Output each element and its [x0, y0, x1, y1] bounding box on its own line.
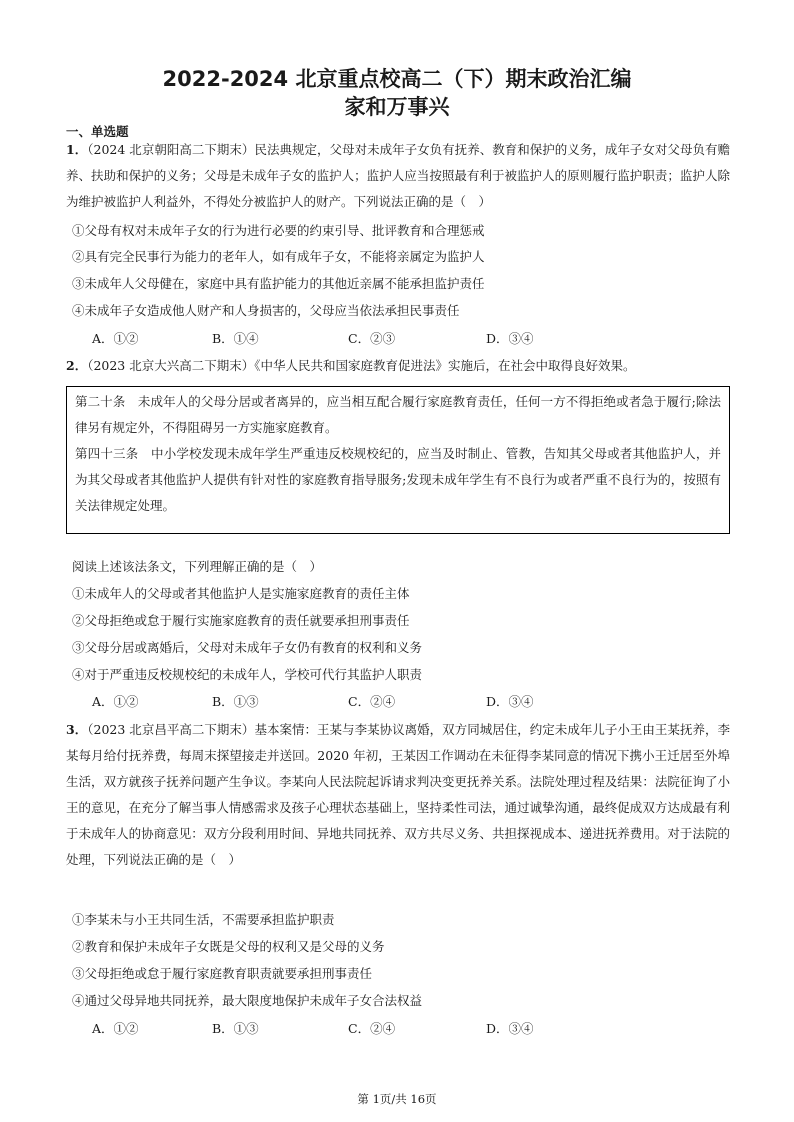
statement: ①未成年人的父母或者其他监护人是实施家庭教育的责任主体 — [72, 586, 410, 601]
question-text: （2024 北京朝阳高二下期末）民法典规定，父母对未成年子女负有抚养、教育和保护的义务，成年子女对父母负有赡养、扶助和保护的义务；父母是未成年子女的监护人；监护人应当按照最有利于被监护人的原则履行监护职责；监护人除为维护被监护人利益外，不得处分被监护人的财产。下列说法正确的是（ ） — [66, 142, 730, 209]
option-b: B．①④ — [212, 331, 259, 346]
question-number: 1． — [66, 142, 88, 157]
law-article-20: 第二十条 未成年人的父母分居或者离异的，应当相互配合履行家庭教育责任，任何一方不得拒绝或者急于履行;除法律另有规定外，不得阻碍另一方实施家庭教育。 — [75, 394, 721, 435]
document-title: 2022-2024 北京重点校高二（下）期末政治汇编 — [162, 67, 632, 91]
option-c: C．②③ — [348, 331, 396, 346]
option-a: A．①② — [92, 694, 139, 709]
law-article-43: 第四十三条 中小学校发现未成年学生严重违反校规校纪的，应当及时制止、管教，告知其父母或者其他监护人，并为其父母或者其他监护人提供有针对性的家庭教育指导服务;发现未成年学生有不良行为或者严重不良行为的，按照有关法律规定处理。 — [75, 446, 721, 513]
statement: ④未成年子女造成他人财产和人身损害的，父母应当依法承担民事责任 — [72, 303, 460, 318]
option-d: D．③④ — [486, 331, 534, 346]
statement: ④对于严重违反校规校纪的未成年人，学校可代行其监护人职责 — [72, 667, 423, 682]
question-2-lead: 阅读上述该法条文，下列理解正确的是（ ） — [72, 559, 323, 574]
statement: ③父母拒绝或怠于履行家庭教育职责就要承担刑事责任 — [72, 966, 373, 981]
question-text: （2023 北京昌平高二下期末）基本案情：王某与李某协议离婚，双方同城居住，约定未成年儿子小王由王某抚养，李某每月给付抚养费，每周末探望接走并送回。2020 年初，王某因工作调动在未征得李某同意的情况下携小王迁居至外埠生活，双方就孩子抚养问题产生争议。李某向人民法院起诉请求判决变更抚养关系。法院处理过程及结果：法院征询了小王的意见，在充分了解当事人情感需求及孩子心理状态基础上，坚持柔性司法，通过诚挚沟通，最终促成双方达成最有利于未成年人的协商意见：双方分段利用时间、异地共同抚养、双方共尽义务、共担探视成本、递进抚养费用。对于法院的处理，下列说法正确的是（ ） — [66, 722, 730, 867]
question-1-stem — [66, 137, 730, 215]
statement: ③未成年人父母健在，家庭中具有监护能力的其他近亲属不能承担监护责任 — [72, 276, 485, 291]
statement: ①父母有权对未成年子女的行为进行必要的约束引导、批评教育和合理惩戒 — [72, 223, 485, 238]
question-number: 2． — [66, 358, 88, 373]
option-b: B．①③ — [212, 1021, 259, 1036]
statement: ①李某未与小王共同生活，不需要承担监护职责 — [72, 912, 335, 927]
question-text: （2023 北京大兴高二下期末）《中华人民共和国家庭教育促进法》实施后，在社会中取得良好效果。 — [87, 358, 636, 373]
question-number: 3． — [66, 722, 88, 737]
statement: ③父母分居或离婚后，父母对未成年子女仍有教育的权利和义务 — [72, 640, 423, 655]
statement: ④通过父母异地共同抚养，最大限度地保护未成年子女合法权益 — [72, 993, 423, 1008]
section-heading: 一、单选题 — [66, 124, 129, 139]
law-excerpt-box — [66, 386, 730, 534]
options-row — [92, 328, 692, 350]
option-a: A．①② — [92, 1021, 139, 1036]
options-row — [92, 691, 692, 713]
statement: ②教育和保护未成年子女既是父母的权利又是父母的义务 — [72, 939, 385, 954]
option-c: C．②④ — [348, 694, 396, 709]
page-footer: 第 1页/共 16页 — [357, 1092, 437, 1106]
statement: ②具有完全民事行为能力的老年人，如有成年子女，不能将亲属定为监护人 — [72, 249, 485, 264]
option-a: A．①② — [92, 331, 139, 346]
option-d: D．③④ — [486, 694, 534, 709]
option-d: D．③④ — [486, 1021, 534, 1036]
statement: ②父母拒绝或怠于履行实施家庭教育的责任就要承担刑事责任 — [72, 613, 410, 628]
options-row — [92, 1018, 692, 1040]
option-b: B．①③ — [212, 694, 259, 709]
document-subtitle: 家和万事兴 — [344, 95, 450, 119]
option-c: C．②④ — [348, 1021, 396, 1036]
question-3-stem — [66, 717, 730, 873]
question-2-stem — [66, 353, 730, 379]
